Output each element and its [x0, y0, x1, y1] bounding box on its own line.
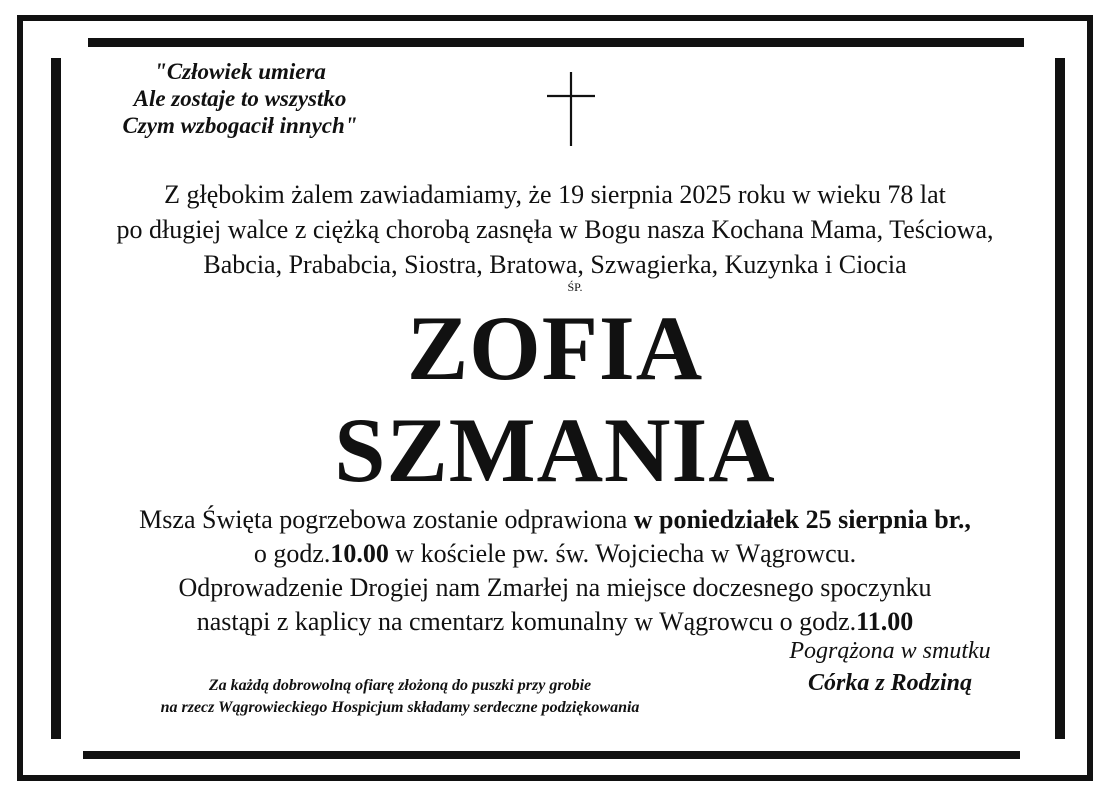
funeral-line — [40, 605, 1070, 639]
funeral-line — [40, 503, 1070, 537]
funeral-details — [40, 503, 1070, 639]
funeral-line: Odprowadzenie Drogiej nam Zmarłej na miejsce doczesnego spoczynku — [178, 573, 932, 602]
announcement-text — [50, 177, 1060, 282]
mourners-signature — [730, 635, 1050, 699]
funeral-date: w poniedziałek 25 sierpnia br., — [633, 505, 971, 534]
honorific-label: ŚP. — [567, 280, 583, 294]
funeral-line-text: w kościele pw. św. Wojciecha w Wągrowcu. — [388, 539, 857, 568]
cross-icon — [545, 72, 597, 146]
motto-line: Czym wzbogacił innych" — [122, 113, 358, 138]
mourners-family: Córka z Rodziną — [807, 670, 973, 696]
border-bar-top — [88, 38, 1024, 47]
funeral-line-text: nastąpi z kaplicy na cmentarz komunalny w Wągrowcu o godz. — [196, 607, 857, 636]
mass-time: 10.00 — [330, 539, 389, 568]
announcement-line: Z głębokim żalem zawiadamiamy, że 19 sierpnia 2025 roku w wieku 78 lat — [164, 180, 946, 209]
donation-line: na rzecz Wągrowieckiego Hospicjum składamy serdeczne podziękowania — [160, 699, 640, 716]
funeral-line-text: Msza Święta pogrzebowa zostanie odprawiona — [139, 505, 634, 534]
funeral-line — [40, 537, 1070, 571]
motto-line: "Człowiek umiera — [154, 59, 326, 84]
motto-line: Ale zostaje to wszystko — [133, 86, 347, 111]
border-bar-bottom — [83, 751, 1020, 759]
deceased-last-name: SZMANIA — [334, 399, 776, 501]
procession-time: 11.00 — [856, 607, 914, 636]
donation-note — [70, 675, 730, 719]
deceased-first-name: ZOFIA — [406, 297, 704, 399]
donation-line: Za każdą dobrowolną ofiarę złożoną do puszki przy grobie — [208, 677, 592, 694]
funeral-line-text: o godz. — [253, 539, 331, 568]
mourners-line: Pogrążona w smutku — [789, 638, 991, 664]
announcement-line: Babcia, Prababcia, Siostra, Bratowa, Szwagierka, Kuzynka i Ciocia — [203, 250, 907, 279]
announcement-line: po długiej walce z ciężką chorobą zasnęła w Bogu nasza Kochana Mama, Teściowa, — [116, 215, 994, 244]
motto-quote — [80, 58, 400, 139]
